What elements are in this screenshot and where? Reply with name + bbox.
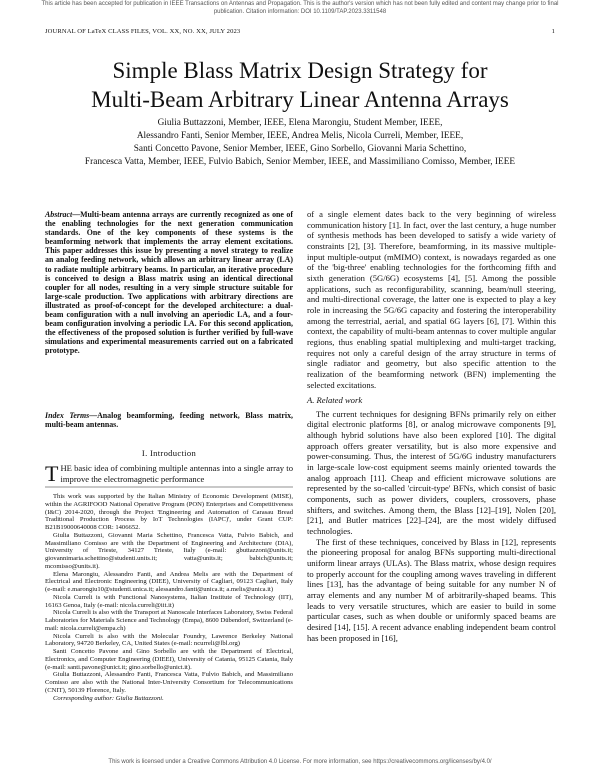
index-terms-text: —Analog beamforming, feeding network, Blass matrix, multi-beam antennas. <box>45 411 293 430</box>
author-line: Alessandro Fanti, Senior Member, IEEE, Andrea Melis, Nicola Curreli, Member, IEEE, <box>136 131 464 141</box>
footnote: Santi Concetto Pavone and Gino Sorbello are with the Department of Electrical, Electronics, and Computer Engineering (DIEEI), University of Catania, 95125 Catania, Italy (e-mail: santi.pavone@unict.it; gino.sorbello@unict.it). <box>45 648 293 671</box>
body-paragraph: The first of these techniques, conceived by Blass in [12], represents the pioneering proposal for analog BFNs supporting multi-directional uniform linear arrays (ULAs). The Blass matrix, whose design requires to properly account for the coupling among waves traveling in different lines [13], has the advantage of being suitable for any number N of array elements and any number M of arbitrarily-shaped beams. This leads to very versatile structures, which are easier to build in some particular cases, such as when double or uniformly spaced beams are desired [14], [15]. A recent advance enabling independent beam control has been proposed in [16], <box>307 536 556 643</box>
page-number: 1 <box>551 28 555 35</box>
author-line: Giulia Buttazzoni, Member, IEEE, Elena Marongiu, Student Member, IEEE, <box>157 118 443 128</box>
intro-paragraph <box>45 463 293 484</box>
publication-notice: This article has been accepted for publication in IEEE Transactions on Antennas and Propagation. This is the author's version which has not been fully edited and content may change prior to final publication. Citation information: DOI 10.1109/TAP.2023.3311548 <box>41 1 559 15</box>
paper-title <box>40 56 560 114</box>
footnote: This work was supported by the Italian Ministry of Economic Development (MISE), within the AGRIFOOD National Operative Program (PON) Enterprises and Competitiveness (I&C) 2014-2020, through the Project 'Engineering and Automation of Carasau Bread Traditional Production Process by IoT Technologies (IAPC)', under Grant CUP: B21B19000640008 COR: 1406652. <box>45 493 293 531</box>
abstract-text: —Multi-beam antenna arrays are currently recognized as one of the enabling technologies for the next generation communication standards. One of the key components of these systems is the beamforming network that implements the array element excitations. This paper addresses this issue by presenting a novel strategy to realize an analog feeding network, which allows an arbitrary linear array (LA) to radiate multiple arbitrary beams. In particular, an iterative procedure is conceived to design a Blass matrix using an identical directional coupler for all nodes, resulting in a very simple structure suitable for large-scale production. Two applications with arbitrary directions are illustrated as proof-of-concept for the developed architecture: a dual-beam configuration with a null involving an aperiodic LA, and a four-beam configuration involving a periodic LA. For this second application, the effectiveness of the proposed solution is further verified by full-wave simulations and experimental measurements carried out on a fabricated prototype. <box>45 210 293 356</box>
footnote: Giulia Buttazzoni, Giovanni Maria Schettino, Francesca Vatta, Fulvio Babich, and Massimiliano Comisso are with the Department of Engineering and Architecture (DIA), University of Trieste, 34127 Trieste, Italy (e-mail: gbuttazzoni@units.it; giovannimaria.schettino@studenti.units.it; vatta@units.it; babich@units.it; mcomisso@units.it). <box>45 531 293 570</box>
intro-text: HE basic idea of combining multiple antennas into a single array to improve the electromagnetic performance <box>60 463 293 484</box>
license-footer: This work is licensed under a Creative Commons Attribution 4.0 License. For more information, see https://creativecommons.org/licenses/by/4.0/ <box>108 759 492 765</box>
drop-cap: T <box>45 461 59 486</box>
author-line: Santi Concetto Pavone, Senior Member, IEEE, Gino Sorbello, Giovanni Maria Schettino, <box>133 144 467 154</box>
journal-line: JOURNAL OF LaTeX CLASS FILES, VOL. XX, NO. XX, JULY 2023 <box>45 28 241 35</box>
footnote: Nicola Curreli is also with the Molecular Foundry, Lawrence Berkeley National Laboratory, 94720 Berkeley, CA, United States (e-mail: ncurreli@lbl.org) <box>45 632 293 648</box>
section-heading: I. Introduction <box>141 448 197 458</box>
body-paragraph: The current techniques for designing BFNs primarily rely on either digital electronic platforms [8], or analog microwave components [9], although hybrid solutions have also been explored [10]. The digital approach offers greater versatility, but is also more expensive and power-consuming. Thus, the interest of 5G/6G industry manufacturers in large-scale low-cost equipment seems mainly oriented towards the analog approach [11]. Cheap and efficient microwave solutions are represented by the so-called 'circuit-type' BFNs, which consist of basic components, such as power dividers, couplers, crossovers, phase shifters, and switches. Among them, the Blass [12]–[19], Nolen [20], [21], and Butler matrices [22]–[24], are the most widely diffused technologies. <box>307 408 556 537</box>
author-list <box>40 117 560 169</box>
right-column <box>307 209 556 643</box>
abstract <box>45 210 293 356</box>
footnotes <box>45 493 293 702</box>
footnote-rule <box>45 486 293 488</box>
title-line-1: Simple Blass Matrix Design Strategy for <box>112 58 488 83</box>
author-line: Francesca Vatta, Member, IEEE, Fulvio Babich, Senior Member, IEEE, and Massimiliano Comisso, Member, IEEE <box>84 157 516 167</box>
body-paragraph: of a single element dates back to the very beginning of wireless communication history [1]. In fact, over the last century, a huge number of synthesis methods has been developed to satisfy a wide variety of constraints [2], [3]. Therefore, beamforming, in its massive multiple-input multiple-output (mMIMO) context, is nowadays regarded as one of the 'big-three' enabling technologies for the forthcoming fifth and sixth generation (5G/6G) ecosystems [4], [5]. Among the possible applications, such as reconfigurability, scanning, beam/null steering, and multi-directional coverage, the latter one is expected to play a key role in increasing the 5G/6G capacity and fostering the interoperability among the terrestrial, aerial, and spatial 6G layers [6], [7]. Within this context, the capability of multi-beam antennas to cover multiple angular regions, thus enabling spatial multiplexing and multi-target tracking, requires not only a careful design of the array structure in terms of single radiator and geometry, but also specific attention to the realization of the beamforming network (BFN) implementing the selected excitations. <box>307 209 556 390</box>
footnote: Elena Marongiu, Alessandro Fanti, and Andrea Melis are with the Department of Electrical and Electronic Engineering (DIEE), University of Cagliari, 09123 Cagliari, Italy (e-mail: e.marongiu10@studenti.unica.it; alessandro.fanti@unica.it; a.melis@unica.it) <box>45 570 293 593</box>
abstract-label: Abstract <box>45 210 73 219</box>
running-head <box>45 28 555 35</box>
subsection-heading: A. Related work <box>307 395 363 406</box>
footnote: Corresponding author: Giulia Buttazzoni. <box>53 694 164 702</box>
footnote: Nicola Curreli is with Functional Nanosystems, Italian Institute of Technology (IIT), 16163 Genoa, Italy (e-mail: nicola.curreli@iit.it) <box>45 593 293 609</box>
index-terms <box>45 411 293 429</box>
footnote: Nicola Curreli is also with the Transport at Nanoscale Interfaces Laboratory, Swiss Federal Laboratories for Materials Science and Technology (Empa), 8600 Dübendorf, Switzerland (e-mail: nicola.curreli@empa.ch) <box>45 609 293 632</box>
title-line-2: Multi-Beam Arbitrary Linear Antenna Arrays <box>91 87 509 112</box>
footnote: Giulia Buttazzoni, Alessandro Fanti, Francesca Vatta, Fulvio Babich, and Massimiliano Comisso are also with the National Inter-University Consortium for Telecommunications (CNIT), 50139 Florence, Italy. <box>45 671 293 694</box>
index-terms-label: Index Terms <box>45 411 90 420</box>
